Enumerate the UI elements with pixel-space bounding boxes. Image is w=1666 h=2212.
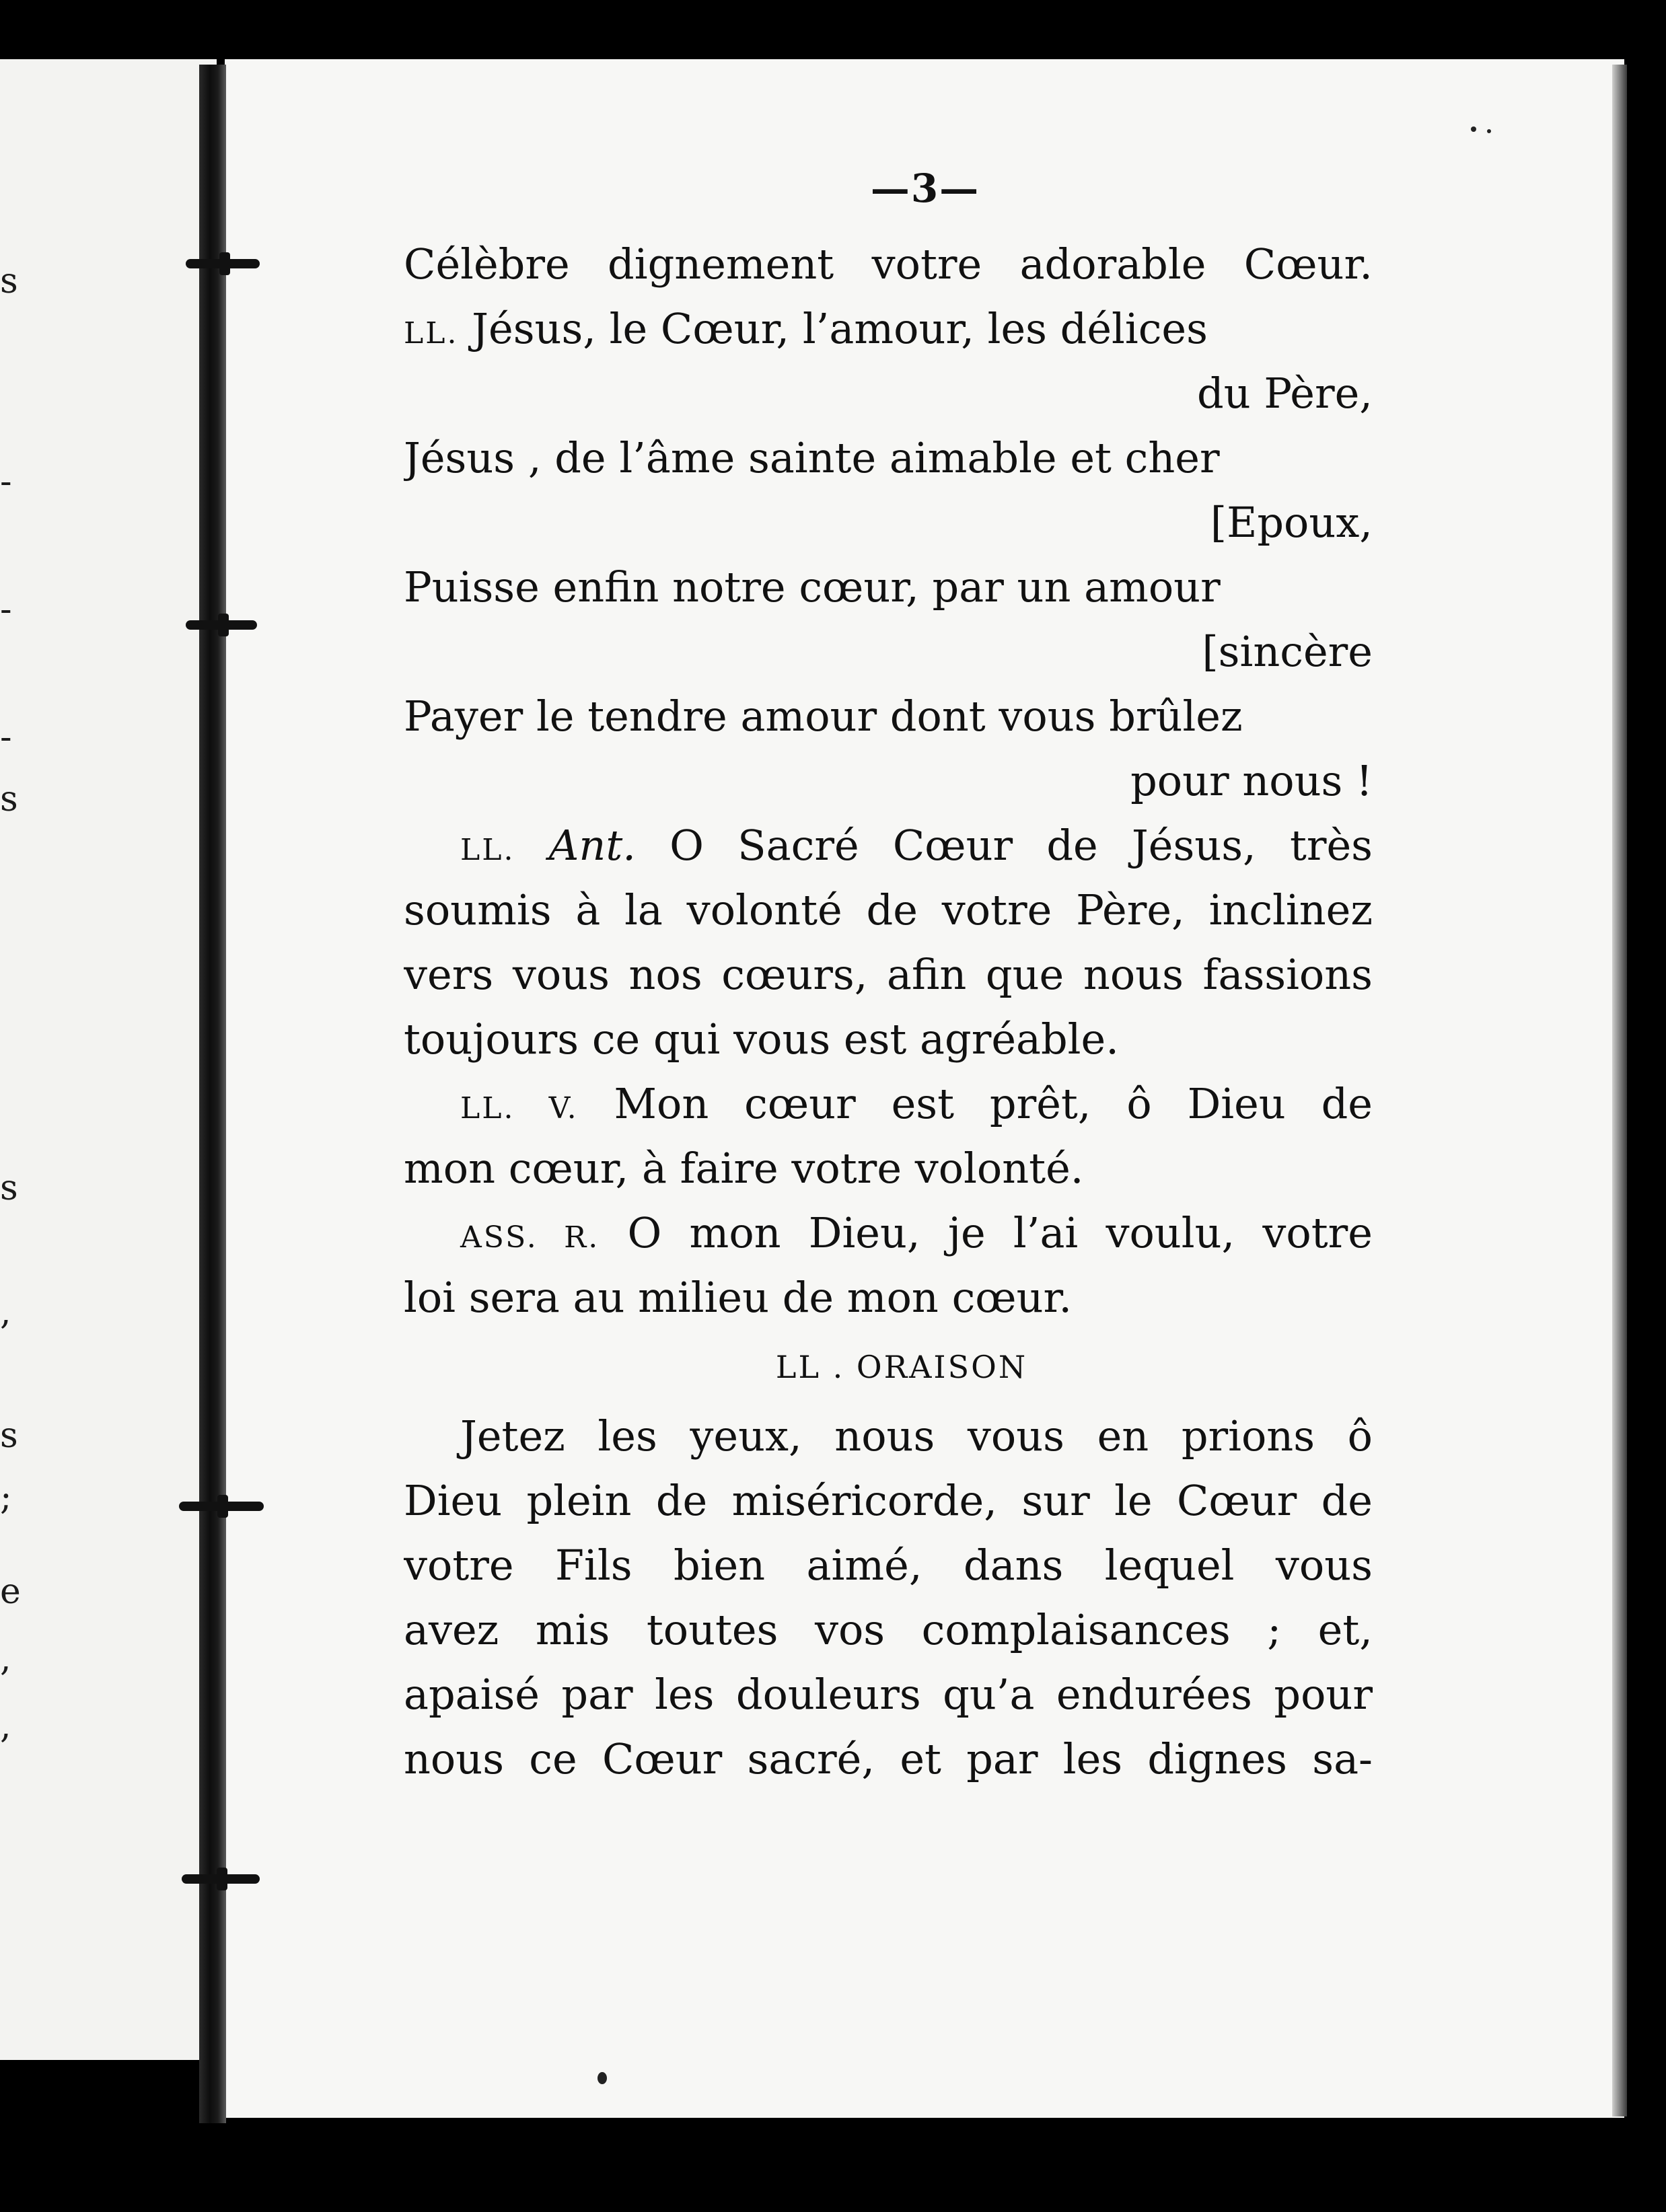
left-fragment: s xyxy=(0,261,18,301)
line-text: du Père, xyxy=(1197,369,1373,418)
line-text: Jetez les yeux, nous vous en prions ô xyxy=(460,1411,1373,1461)
binding-stitch xyxy=(179,1502,264,1511)
line-text: pour nous ! xyxy=(1130,756,1373,805)
line-text: Jésus, le Cœur, l’amour, les délices xyxy=(472,304,1208,353)
line-text: loi sera au milieu de mon cœur. xyxy=(404,1273,1073,1322)
text-line xyxy=(404,1404,1373,1469)
speaker-label: LL. xyxy=(460,833,515,867)
text-line xyxy=(404,684,1373,749)
text-line xyxy=(404,1265,1373,1330)
line-text: toujours ce qui vous est agréable. xyxy=(404,1015,1119,1064)
line-text: votre Fils bien aimé, dans lequel vous xyxy=(404,1541,1373,1590)
left-fragment: - xyxy=(0,589,12,630)
text-line xyxy=(404,749,1373,813)
text-line xyxy=(404,1201,1373,1265)
left-fragment: ; xyxy=(0,1477,12,1518)
line-text: avez mis toutes vos complaisances ; et, xyxy=(404,1605,1373,1654)
book-spine xyxy=(199,65,226,2123)
text-line xyxy=(404,620,1373,684)
text-line xyxy=(404,232,1373,297)
binding-stitch xyxy=(186,620,257,630)
line-text: Célèbre dignement votre adorable Cœur. xyxy=(404,239,1373,289)
text-line xyxy=(404,1533,1373,1598)
speaker-label: ASS. R. xyxy=(460,1220,600,1255)
binding-stitch xyxy=(182,1874,260,1884)
text-line xyxy=(404,878,1373,943)
text-line xyxy=(404,361,1373,426)
speaker-label: LL. V. xyxy=(460,1091,579,1126)
text-line xyxy=(404,297,1373,361)
left-fragment: e xyxy=(0,1572,21,1612)
speaker-label: LL. xyxy=(404,316,459,351)
line-text: soumis à la volonté de votre Père, inclinez xyxy=(404,885,1373,934)
line-text: O Sacré Cœur de Jésus, très xyxy=(635,821,1373,870)
line-text: Dieu plein de miséricorde, sur le Cœur de xyxy=(404,1476,1373,1525)
left-fragment: s xyxy=(0,1168,18,1208)
line-text: mon cœur, à faire votre volonté. xyxy=(404,1144,1084,1193)
left-page-edge xyxy=(0,59,217,2060)
line-text: [sincère xyxy=(1202,627,1373,676)
line-text: Mon cœur est prêt, ô Dieu de xyxy=(614,1079,1373,1128)
text-line xyxy=(404,1007,1373,1072)
binding-stitch xyxy=(186,259,260,268)
page-edge-shadow xyxy=(1612,65,1627,2116)
line-text: vers vous nos cœurs, afin que nous fassions xyxy=(404,950,1373,999)
text-line xyxy=(404,1469,1373,1533)
scan-speck xyxy=(597,2072,607,2084)
text-line xyxy=(404,1136,1373,1201)
left-fragment: s xyxy=(0,779,18,819)
scan-speck xyxy=(1471,126,1476,132)
left-fragment: , xyxy=(0,1706,11,1746)
text-line xyxy=(404,490,1373,555)
line-text: apaisé par les douleurs qu’a endurées pour xyxy=(404,1670,1373,1719)
antiphon-label: Ant. xyxy=(548,821,636,870)
left-fragment: - xyxy=(0,717,12,758)
text-line xyxy=(404,1662,1373,1727)
text-line xyxy=(404,813,1373,878)
prayer-lines xyxy=(404,1404,1373,1792)
left-fragment: , xyxy=(0,1639,11,1679)
line-text: O mon Dieu, je l’ai voulu, votre xyxy=(627,1208,1373,1257)
line-text: Jésus , de l’âme sainte aimable et cher xyxy=(404,433,1220,482)
line-text: Puisse enfin notre cœur, par un amour xyxy=(404,562,1221,612)
text-line xyxy=(404,555,1373,620)
text-line xyxy=(404,426,1373,490)
text-line xyxy=(404,943,1373,1007)
page-number: —3— xyxy=(870,165,980,211)
verse-lines xyxy=(404,232,1373,1330)
line-text: nous ce Cœur sacré, et par les dignes sa- xyxy=(404,1734,1373,1783)
left-fragment: , xyxy=(0,1292,11,1333)
section-heading: LL . ORAISON xyxy=(775,1349,1028,1385)
left-fragment: s xyxy=(0,1415,18,1456)
text-line xyxy=(404,1072,1373,1136)
line-text: Payer le tendre amour dont vous brûlez xyxy=(404,692,1243,741)
page-text xyxy=(404,145,1373,1792)
text-line xyxy=(404,1727,1373,1792)
text-line xyxy=(404,1598,1373,1662)
scan-speck xyxy=(1487,129,1491,133)
line-text: [Epoux, xyxy=(1210,498,1373,547)
left-fragment: - xyxy=(0,462,12,502)
